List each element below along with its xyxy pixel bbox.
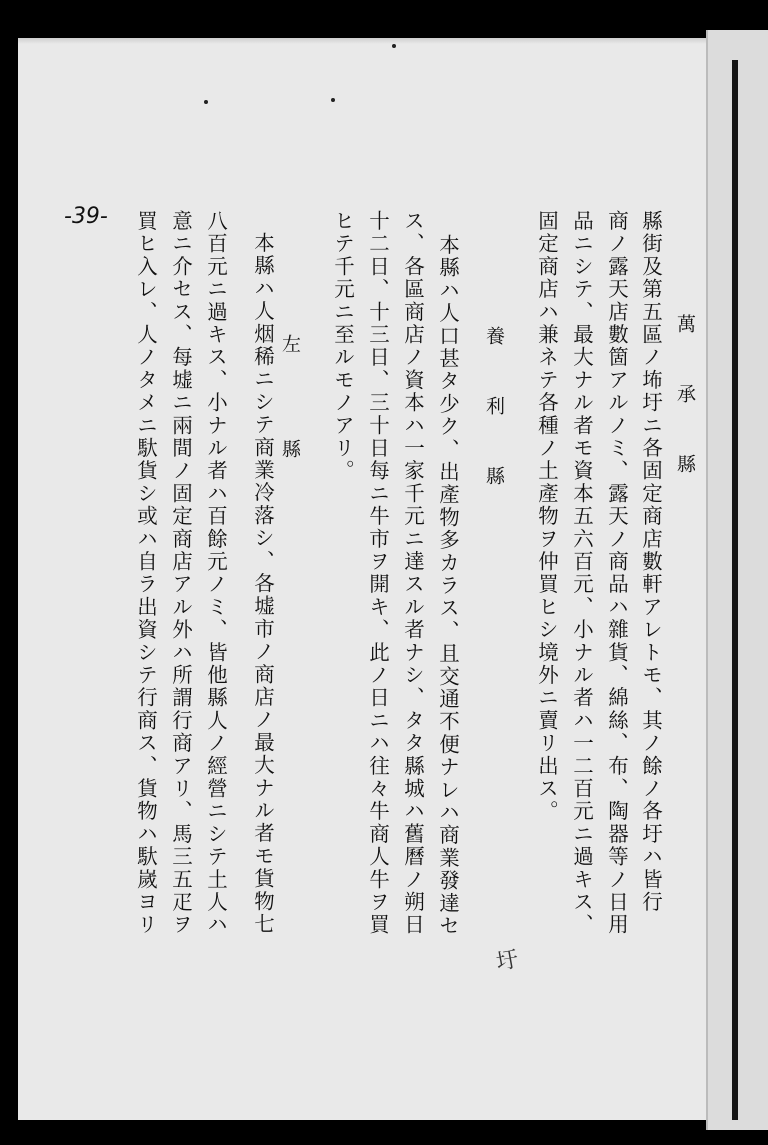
margin-annotation: 圩 (494, 947, 521, 976)
section-heading-wancheng: 萬 承 縣 (674, 314, 696, 489)
text-column: 品ニシテ、最大ナル者モ資本五六百元、小ナル者ハ一二百元ニ過キス、 (569, 210, 594, 937)
text-column: 買ヒ入レ、人ノタメニ馱貨シ或ハ自ラ出資シテ行商ス、貨物ハ馱嵗ヨリ (133, 210, 158, 937)
text-column: 商ノ露天店數箇アルノミ、露天ノ商品ハ雜貨、綿絲、布、陶器等ノ日用 (604, 210, 629, 937)
text-column: ヒテ千元ニ至ルモノアリ。 (330, 210, 355, 483)
text-column: 固定商店ハ兼ネテ各種ノ土產物ヲ仲買ヒシ境外ニ賣リ出ス。 (534, 210, 559, 823)
adjacent-page-edge (706, 30, 768, 1130)
ink-speck (204, 100, 208, 104)
text-column: 八百元ニ過キス、小ナル者ハ百餘元ノミ、皆他縣人ノ經營ニシテ土人ハ (203, 210, 228, 937)
text-column: 十二日、十三日、三十日每ニ牛市ヲ開キ、此ノ日ニハ往々牛商人牛ヲ買 (365, 210, 390, 937)
ink-speck (392, 44, 396, 48)
section-heading-zuo: 左 縣 (279, 334, 301, 474)
page-number: -39- (64, 204, 108, 229)
text-column: 縣街及第五區ノ㘵圩ニ各固定商店數軒アレトモ、其ノ餘ノ各圩ハ皆行 (638, 210, 663, 914)
ink-speck (331, 98, 335, 102)
text-column: 意ニ介セス、每墟ニ兩間ノ固定商店アル外ハ所謂行商アリ、馬三五疋ヲ (168, 210, 193, 937)
text-column: 本縣ハ人烟稀ニシテ商業冷落シ、各墟市ノ商店ノ最大ナル者モ貨物七 (250, 232, 275, 936)
page-gutter-shadow (732, 60, 738, 1120)
section-heading-yangli: 養 利 縣 (483, 326, 505, 501)
text-column: 本縣ハ人口甚タ少ク、出產物多カラス、且交通不便ナレハ商業發達セ (435, 234, 460, 938)
document-page (18, 38, 722, 1120)
text-column: ス、各區商店ノ資本ハ一家千元ニ達スル者ナシ、タタ縣城ハ舊曆ノ朔日 (400, 210, 425, 937)
